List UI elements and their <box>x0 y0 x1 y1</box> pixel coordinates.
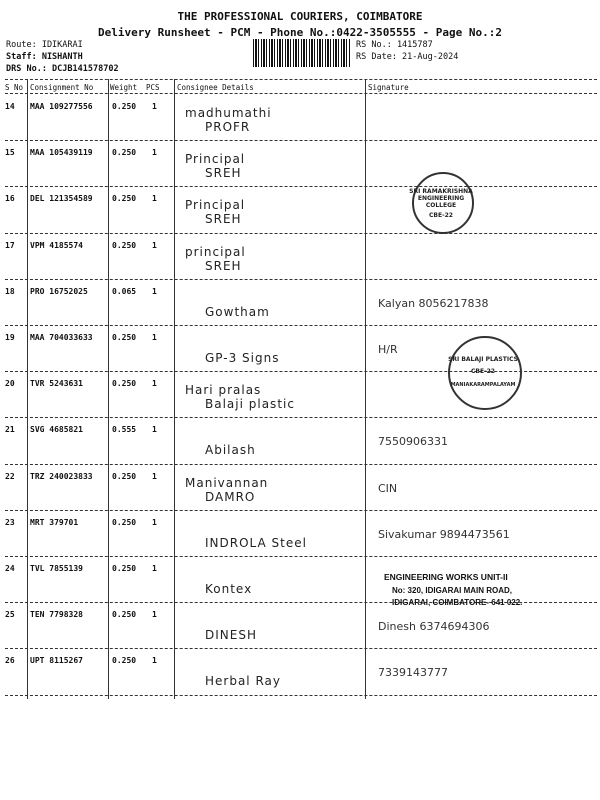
row-weight: 0.555 <box>112 425 137 435</box>
row-consignment-no: TRZ 240023833 <box>30 471 93 481</box>
rs-no-label: RS No.: 1415787 <box>356 40 433 50</box>
row-consignment-no: UPT 8115267 <box>30 656 83 666</box>
row-consignment-no: TVR 5243631 <box>30 379 83 389</box>
balaji-stamp-sub: MANIAKARAMPALAYAM <box>450 382 516 388</box>
row-divider <box>5 279 597 280</box>
row-consignee-line2: DINESH <box>205 628 257 643</box>
row-consignee-line1: Principal <box>185 198 246 213</box>
col-header-weight: Weight <box>110 83 138 92</box>
row-pcs: 1 <box>152 610 157 620</box>
row-weight: 0.250 <box>112 564 137 573</box>
drs-label: DRS No.: DCJB141578702 <box>6 64 119 74</box>
row-consignee-line2: PROFR <box>205 120 251 134</box>
col-divider <box>365 79 366 699</box>
col-header-sno: S No <box>5 83 24 92</box>
row-pcs: 1 <box>152 148 157 158</box>
row-divider <box>5 325 597 326</box>
row-consignee-line1: principal <box>185 244 246 259</box>
row-divider <box>5 464 597 465</box>
row-weight: 0.250 <box>112 333 137 342</box>
row-consignee-line2: GP-3 Signs <box>205 351 280 365</box>
row-consignment-no: PRO 16752025 <box>30 286 88 296</box>
staff-label: Staff: NISHANTH <box>6 52 83 62</box>
row-divider <box>5 648 597 649</box>
row-consignee-line1: Hari pralas <box>185 383 262 398</box>
row-divider <box>5 510 597 511</box>
row-pcs: 1 <box>152 564 157 573</box>
row-consignee-line1: Manivannan <box>185 475 269 490</box>
row-signature: CIN <box>378 481 398 495</box>
row-weight: 0.250 <box>112 102 137 111</box>
row-sno: 15 <box>5 148 15 158</box>
company-title: THE PROFESSIONAL COURIERS, COIMBATORE <box>177 10 423 23</box>
row-consignee-line2: Kontex <box>205 582 253 596</box>
balaji-stamp-code: CBE-22 <box>471 368 495 375</box>
row-pcs: 1 <box>152 425 157 435</box>
row-signature: Kalyan 8056217838 <box>378 296 489 310</box>
col-divider <box>174 79 175 699</box>
row-consignee-line2: SREH <box>205 258 242 273</box>
row-sno: 21 <box>5 425 15 435</box>
row-consignment-no: TEN 7798328 <box>30 610 83 620</box>
row-pcs: 1 <box>152 656 157 666</box>
row-consignee-line2: Balaji plastic <box>205 397 295 412</box>
row-sno: 19 <box>5 333 15 342</box>
col-header-pcs: PCS <box>146 83 160 92</box>
row-consignment-no: DEL 121354589 <box>30 194 93 204</box>
row-divider <box>5 556 597 557</box>
col-divider <box>27 79 28 699</box>
row-consignee-line1: Principal <box>185 152 246 167</box>
row-pcs: 1 <box>152 517 157 527</box>
row-signature: H/R <box>378 343 398 356</box>
row-sno: 14 <box>5 102 15 111</box>
row-consignee-line2: Gowtham <box>205 304 270 319</box>
route-label: Route: IDIKARAI <box>6 40 83 50</box>
row-consignee-line2: INDROLA Steel <box>205 535 307 550</box>
runsheet-subtitle: Delivery Runsheet - PCM - Phone No.:0422-3505555 - Page No.:2 <box>98 26 502 39</box>
row-sno: 25 <box>5 610 15 620</box>
col-header-consignee: Consignee Details <box>177 83 254 92</box>
header-rule <box>5 93 597 94</box>
row-consignee-line2: SREH <box>205 166 242 181</box>
college-seal-code: CBE-22 <box>429 212 453 219</box>
col-header-signature: Signature <box>368 83 409 92</box>
row-consignee-line2: Abilash <box>205 443 256 458</box>
balaji-stamp-text: SRI BALAJI PLASTICS <box>448 356 518 363</box>
row-consignment-no: SVG 4685821 <box>30 425 83 435</box>
row-divider <box>5 140 597 141</box>
row-consignment-no: VPM 4185574 <box>30 240 83 250</box>
col-header-consignment: Consignment No <box>30 83 94 92</box>
row-weight: 0.250 <box>112 610 137 620</box>
college-seal-text: SRI RAMAKRISHNA ENGINEERING COLLEGE <box>409 188 473 209</box>
row-divider <box>5 417 597 418</box>
row-consignee-line2: DAMRO <box>205 489 256 504</box>
row-weight: 0.250 <box>112 240 137 250</box>
row-signature: 7339143777 <box>378 666 448 680</box>
row-consignment-no: MRT 379701 <box>30 517 79 527</box>
row-signature: Dinesh 6374694306 <box>378 620 490 634</box>
row-pcs: 1 <box>152 379 157 389</box>
row-consignee-line2: Herbal Ray <box>205 674 281 689</box>
row-pcs: 1 <box>152 333 157 342</box>
works-stamp-line2: No: 320, IDIGARAI MAIN ROAD, <box>392 586 513 595</box>
row-sno: 23 <box>5 517 15 527</box>
barcode <box>253 39 350 67</box>
row-divider <box>5 186 597 187</box>
row-weight: 0.250 <box>112 471 137 481</box>
row-signature: 7550906331 <box>378 435 448 449</box>
row-consignment-no: MAA 704033633 <box>30 333 93 342</box>
row-weight: 0.250 <box>112 194 137 204</box>
row-signature: Sivakumar 9894473561 <box>378 527 510 541</box>
row-weight: 0.250 <box>112 656 137 666</box>
row-consignment-no: MAA 109277556 <box>30 102 93 111</box>
rs-date-label: RS Date: 21-Aug-2024 <box>356 52 459 62</box>
row-weight: 0.250 <box>112 517 137 527</box>
row-sno: 24 <box>5 564 15 573</box>
row-sno: 16 <box>5 194 15 204</box>
row-sno: 26 <box>5 656 15 666</box>
row-sno: 22 <box>5 471 15 481</box>
row-sno: 18 <box>5 286 15 296</box>
row-divider <box>5 695 597 696</box>
row-consignment-no: MAA 105439119 <box>30 148 93 158</box>
row-weight: 0.250 <box>112 379 137 389</box>
works-stamp-line1: ENGINEERING WORKS UNIT-II <box>384 572 508 582</box>
works-stamp-line3: IDIGARAI, COIMBATORE- 641 022. <box>392 598 523 607</box>
row-consignment-no: TVL 7855139 <box>30 564 83 573</box>
row-weight: 0.065 <box>112 286 137 296</box>
row-pcs: 1 <box>152 102 157 111</box>
row-pcs: 1 <box>152 286 157 296</box>
col-divider <box>108 79 109 699</box>
row-sno: 17 <box>5 240 15 250</box>
row-pcs: 1 <box>152 240 157 250</box>
row-weight: 0.250 <box>112 148 137 158</box>
row-sno: 20 <box>5 379 15 389</box>
table-top-rule <box>5 79 597 80</box>
row-consignee-line1: madhumathi <box>185 106 272 120</box>
row-divider <box>5 233 597 234</box>
row-pcs: 1 <box>152 194 157 204</box>
row-pcs: 1 <box>152 471 157 481</box>
row-consignee-line2: SREH <box>205 212 242 227</box>
